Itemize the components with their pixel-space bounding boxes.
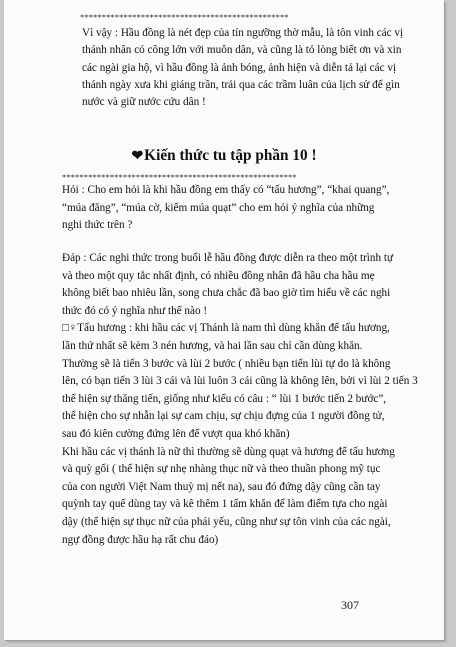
- question-line: “múa đăng”, “múa cờ, kiếm múa quạt” cho em hỏi ý nghĩa của những: [62, 201, 375, 214]
- answer-line: và quỳ gối ( thể hiện sự nhẹ nhàng thục nữ và theo thuần phong mỹ tục: [62, 463, 381, 476]
- question-paragraph: [62, 182, 418, 235]
- answer-line: thức đó có ý nghĩa như thế nào !: [62, 304, 208, 317]
- answer-line: dậy (thể hiện sự thục nữ của phái yếu, cũng như sự tôn vinh của các ngài,: [62, 515, 391, 528]
- answer-line: sau đó kiên cường đứng lên để vượt qua khó khăn): [62, 427, 290, 440]
- answer-line: thể hiện sự thăng tiến, giống như kiểu có câu : “ lùi 1 bước tiến 2 bước”,: [62, 392, 387, 405]
- answer-line: Khi hầu các vị thánh là nữ thì thường sẽ dùng quạt và hương để tấu hương: [62, 445, 395, 458]
- question-line: nghi thức trên ?: [62, 219, 133, 232]
- answer-line: thể hiện cho sự nhẫn lại sự cam chịu, sự chịu đựng của 1 người đồng tử,: [62, 410, 385, 423]
- intro-line: thánh nhân có công lớn với muôn dân, và cũng là tỏ lòng biết ơn và xin: [82, 44, 402, 57]
- intro-line: nước và giữ nước cứu dân !: [82, 96, 206, 109]
- heading-title: Kiến thức tu tập phần 10 !: [144, 147, 317, 164]
- heart-icon: ❤: [131, 149, 144, 164]
- intro-line: các ngài gia hộ, vì hầu đồng là ảnh bóng, ảnh hiện và diễn tả lại các vị: [82, 61, 397, 74]
- answer-line: lên, có bạn tiến 3 lùi 3 cái và lùi luôn 3 cái cũng là không lên, bởi vì lùi 2 tiến 3: [62, 375, 418, 388]
- answer-line: quỳnh tay quế dùng tay và kê thêm 1 tấm khăn để làm điểm tựa cho ngài: [62, 498, 388, 511]
- intro-paragraph: [82, 25, 420, 111]
- divider-stars-mid: ******************************************************: [62, 172, 297, 182]
- intro-line: Vì vậy : Hầu đồng là nét đẹp của tín ngưỡng thờ mẫu, là tôn vinh các vị: [82, 27, 404, 39]
- page-number: 307: [341, 598, 359, 612]
- answer-line: của con người Việt Nam thuỳ mị nết na), sau đó đứng dậy cũng cần tay: [62, 480, 381, 493]
- answer-line: lần thứ nhất sẽ kèm 3 nén hương, và hai lần sau chỉ cần dùng khăn.: [62, 339, 363, 352]
- intro-line: thánh ngày xưa khi giáng trần, trải qua các trầm luân của lịch sử để gìn: [82, 78, 400, 91]
- answer-line: không biết bao nhiêu lần, song chưa chắc đã bao giờ tìm hiểu về các nghi: [62, 287, 391, 300]
- answer-line: □♀Tấu hương : khi hầu các vị Thánh là nam thì dùng khăn để tấu hương,: [62, 322, 390, 335]
- answer-line: ngự đồng được hầu hạ rất chu đáo): [62, 533, 219, 546]
- answer-line: Thường sẽ là tiến 3 bước và lùi 2 bước ( nhiều bạn tiến lùi tự do là không: [62, 357, 391, 370]
- question-line: Hỏi : Cho em hỏi là khi hầu đồng em thấy có “tấu hương”, “khai quang”,: [62, 184, 390, 196]
- answer-line: và theo một quy tắc nhất định, có nhiều đồng nhân đã hầu cha hầu mẹ: [62, 269, 375, 282]
- answer-line: Đáp : Các nghi thức trong buổi lễ hầu đồng được diễn ra theo một trình tự: [62, 252, 394, 264]
- answer-paragraph: [62, 250, 418, 549]
- section-heading: [4, 147, 444, 165]
- book-page: [4, 0, 444, 640]
- divider-stars-top: ************************************************: [80, 12, 289, 22]
